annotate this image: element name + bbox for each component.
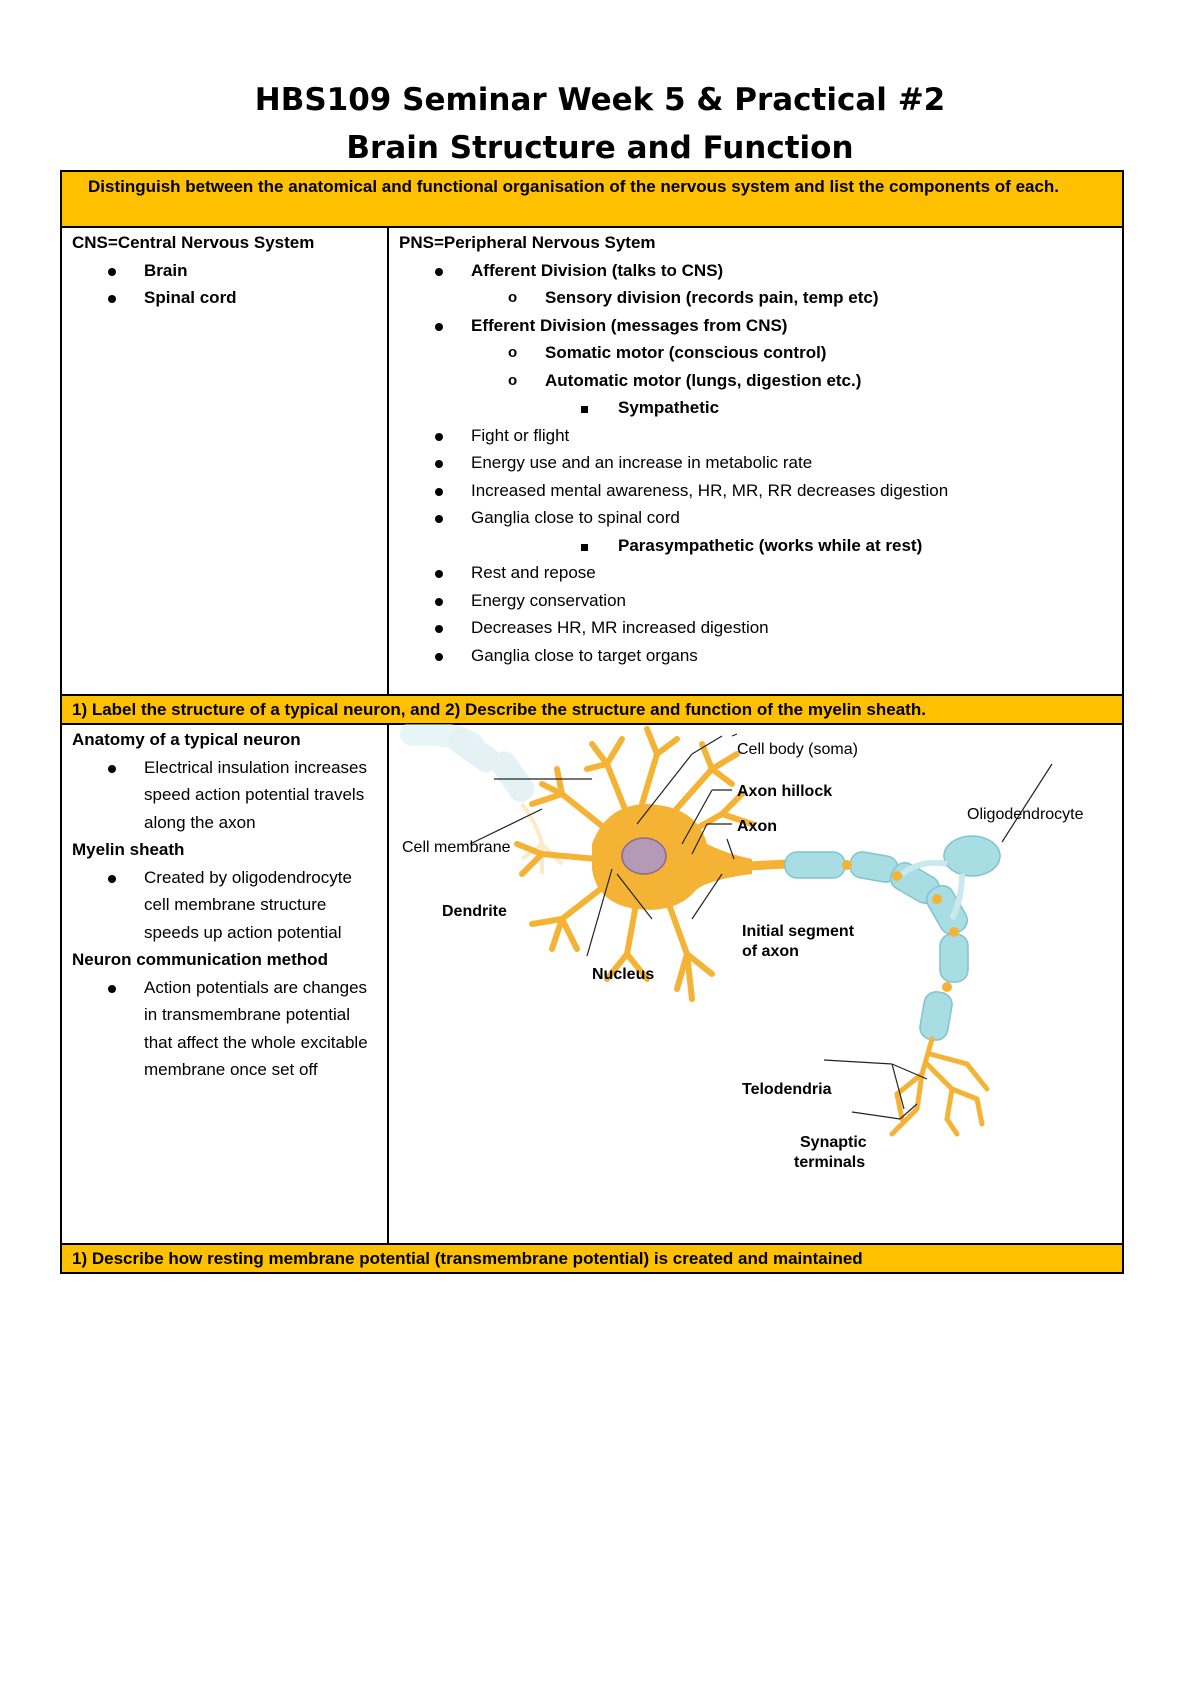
list-item: Electrical insulation increases speed action potential travels along the axon — [72, 754, 379, 837]
page-title: HBS109 Seminar Week 5 & Practical #2 — [254, 82, 946, 118]
list-item: Parasympathetic (works while at rest) — [399, 532, 1112, 560]
label-axon-hillock: Axon hillock — [737, 783, 833, 800]
list-item: Spinal cord — [72, 284, 379, 312]
list-item: Ganglia close to spinal cord — [399, 504, 1112, 532]
list-item: o Somatic motor (conscious control) — [508, 343, 827, 362]
list-item: Energy use and an increase in metabolic rate — [399, 449, 1112, 477]
neuron-notes-cell — [60, 723, 389, 1245]
page-subtitle: Brain Structure and Function — [346, 130, 854, 166]
label-dendrite: Dendrite — [442, 903, 507, 920]
section1-header: Distinguish between the anatomical and functional organisation of the nervous system and list the components of each. — [60, 170, 1124, 228]
list-item: Created by oligodendrocyte cell membrane structure speeds up action potential — [72, 864, 379, 947]
anatomy-heading: Anatomy of a typical neuron — [72, 730, 301, 749]
cell-body-shape — [592, 804, 752, 910]
list-item: Sympathetic — [399, 394, 1112, 422]
list-item: Ganglia close to target organs — [399, 642, 1112, 670]
telodendria — [892, 1039, 987, 1134]
label-initial-segment: Initial segment — [742, 923, 855, 940]
pns-heading: PNS=Peripheral Nervous Sytem — [399, 233, 656, 252]
myelin-heading: Myelin sheath — [72, 840, 185, 859]
list-item: Increased mental awareness, HR, MR, RR decreases digestion — [399, 477, 1112, 505]
label-synaptic: Synaptic — [800, 1134, 867, 1151]
list-item: Brain — [72, 257, 379, 285]
pns-list — [399, 257, 1112, 670]
cns-cell — [60, 226, 389, 696]
label-axon: Axon — [737, 818, 777, 835]
list-item: Action potentials are changes in transmembrane potential that affect the whole excitable membrane once set off — [72, 974, 379, 1084]
section3-header: 1) Describe how resting membrane potential (transmembrane potential) is created and maintained — [60, 1243, 1124, 1274]
neuron-diagram — [392, 724, 1122, 1244]
label-initial-segment-2: of axon — [742, 943, 799, 960]
oligodendrocyte-shape — [944, 836, 1000, 876]
label-oligodendrocyte: Oligodendrocyte — [967, 806, 1084, 823]
list-item: Decreases HR, MR increased digestion — [399, 614, 1112, 642]
myelin-segments — [785, 850, 972, 1042]
list-item: Afferent Division (talks to CNS) — [399, 257, 1112, 285]
section2-header: 1) Label the structure of a typical neuron, and 2) Describe the structure and function of the myelin sheath. — [60, 694, 1124, 725]
list-item: Efferent Division (messages from CNS) — [399, 312, 1112, 340]
nucleus-shape — [622, 838, 666, 874]
label-nucleus: Nucleus — [592, 966, 655, 983]
list-item: Energy conservation — [399, 587, 1112, 615]
label-synaptic-2: terminals — [794, 1154, 866, 1171]
list-item: Rest and repose — [399, 559, 1112, 587]
cns-list — [72, 257, 379, 312]
label-cell-body: Cell body (soma) — [737, 741, 858, 758]
list-item: Fight or flight — [399, 422, 1112, 450]
list-item: o Sensory division (records pain, temp etc) — [508, 288, 879, 307]
communication-heading: Neuron communication method — [72, 950, 328, 969]
pns-cell — [387, 226, 1124, 696]
list-item: o Automatic motor (lungs, digestion etc.) — [508, 370, 862, 390]
axon-shape — [747, 864, 787, 866]
cns-heading: CNS=Central Nervous System — [72, 233, 315, 252]
label-telodendria: Telodendria — [742, 1081, 832, 1098]
label-cell-membrane: Cell membrane — [402, 839, 511, 856]
